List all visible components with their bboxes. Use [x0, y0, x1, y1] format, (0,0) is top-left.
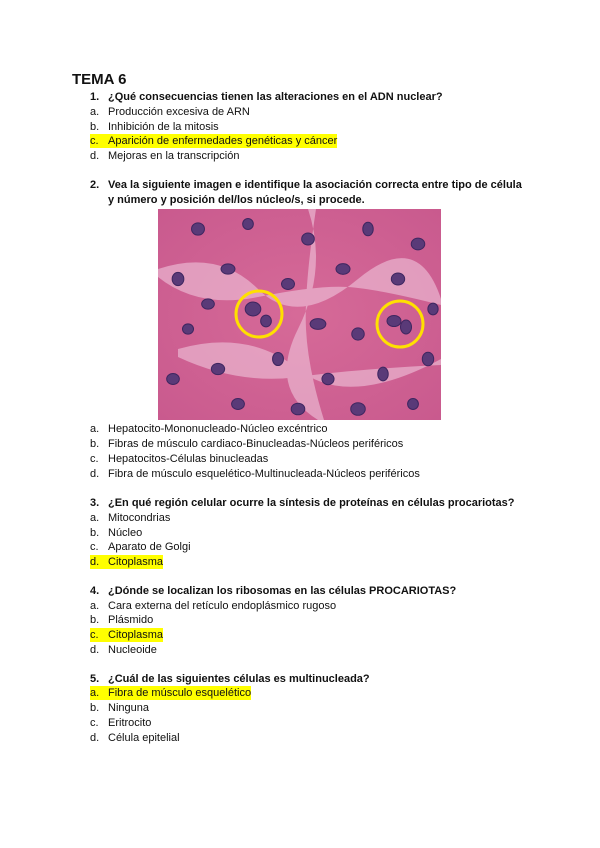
cell-nucleus	[172, 272, 184, 285]
option-3c: c. Aparato de Golgi	[90, 541, 191, 553]
cell-nucleus	[322, 373, 334, 384]
cell-nucleus	[400, 320, 411, 334]
option-4b: b. Plásmido	[90, 614, 154, 626]
cell-nucleus	[302, 233, 315, 245]
cell-nucleus	[243, 219, 254, 230]
question-5: 5. ¿Cuál de las siguientes células es multinucleada?	[90, 673, 370, 685]
option-1c-highlighted: c. Aparición de enfermedades genéticas y cáncer	[90, 135, 338, 147]
cell-nucleus	[182, 324, 193, 334]
cell-nucleus	[232, 399, 245, 410]
cell-nucleus	[245, 302, 261, 316]
question-4: 4. ¿Dónde se localizan los ribosomas en las células PROCARIOTAS?	[90, 585, 457, 597]
cell-nucleus	[261, 315, 272, 327]
cell-nucleus	[202, 299, 215, 309]
option-2c: c. Hepatocitos-Células binucleadas	[90, 453, 269, 465]
cell-nucleus	[282, 279, 295, 290]
cell-nucleus	[336, 264, 350, 275]
cell-nucleus	[192, 223, 205, 235]
cell-nucleus	[221, 264, 235, 274]
page-title: TEMA 6	[72, 71, 127, 88]
option-5a-highlighted: a. Fibra de músculo esquelético	[90, 687, 252, 699]
option-4c-highlighted: c. Citoplasma	[90, 629, 164, 641]
option-2b: b. Fibras de músculo cardiaco-Binucleadas-Núcleos periféricos	[90, 438, 404, 450]
option-5b: b. Ninguna	[90, 702, 149, 714]
cell-nucleus	[211, 363, 224, 374]
option-1a: a. Producción excesiva de ARN	[90, 106, 250, 118]
cell-nucleus	[422, 352, 433, 366]
cell-nucleus	[411, 238, 425, 250]
cell-nucleus	[378, 367, 388, 381]
option-2a: a. Hepatocito-Mononucleado-Núcleo excéntrico	[90, 423, 328, 435]
cell-nucleus	[363, 222, 373, 236]
question-3: 3. ¿En qué región celular ocurre la síntesis de proteínas en células procariotas?	[90, 497, 515, 509]
question-2: 2. Vea la siguiente imagen e identifique la asociación correcta entre tipo de célula	[90, 179, 522, 191]
option-3d-highlighted: d. Citoplasma	[90, 556, 164, 568]
cell-nucleus	[351, 403, 366, 416]
option-4d: d. Nucleoide	[90, 644, 157, 656]
option-1d: d. Mejoras en la transcripción	[90, 150, 240, 162]
option-5c: c. Eritrocito	[90, 717, 152, 729]
cell-nucleus	[273, 352, 284, 365]
cell-nucleus	[387, 315, 401, 326]
histology-image	[158, 209, 441, 420]
cell-nucleus	[310, 319, 326, 330]
cell-nucleus	[352, 328, 365, 340]
option-3a: a. Mitocondrias	[90, 512, 171, 524]
cell-nucleus	[291, 403, 305, 415]
option-5d: d. Célula epitelial	[90, 732, 180, 744]
option-2d: d. Fibra de músculo esquelético-Multinucleada-Núcleos periféricos	[90, 468, 420, 480]
question-2-cont: y número y posición del/los núcleo/s, si procede.	[108, 194, 365, 206]
option-1b: b. Inhibición de la mitosis	[90, 121, 219, 133]
cell-nucleus	[408, 399, 419, 410]
cell-nucleus	[391, 273, 404, 285]
question-1: 1. ¿Qué consecuencias tienen las alteraciones en el ADN nuclear?	[90, 91, 443, 103]
option-4a: a. Cara externa del retículo endoplásmico rugoso	[90, 600, 337, 612]
cell-nucleus	[167, 374, 180, 385]
cell-nucleus	[428, 303, 438, 315]
option-3b: b. Núcleo	[90, 527, 143, 539]
